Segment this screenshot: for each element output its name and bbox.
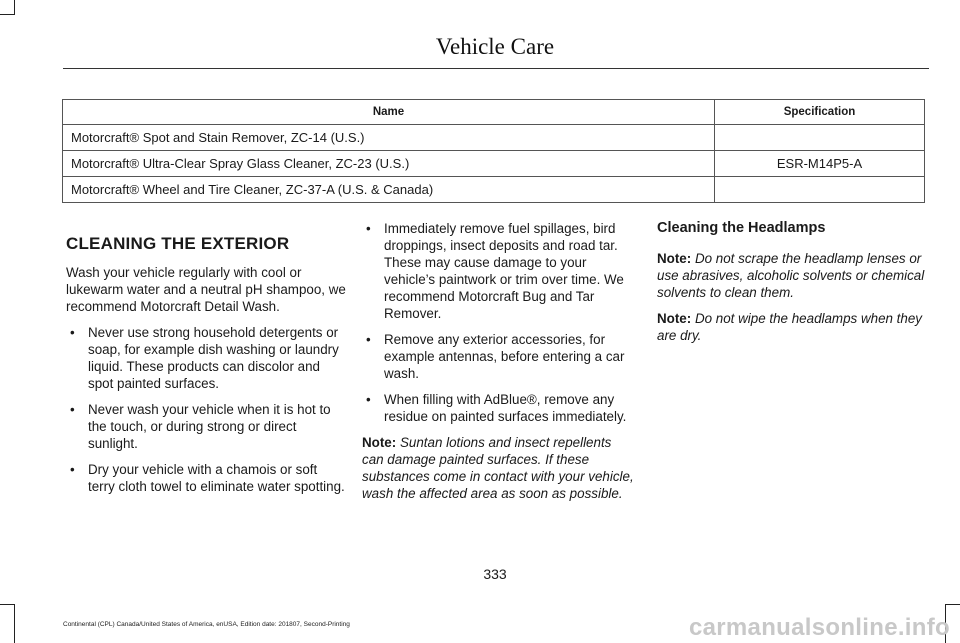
- bullet-icon: •: [366, 332, 371, 347]
- page-number: 333: [483, 566, 507, 582]
- list-item-text: Immediately remove fuel spillages, bird droppings, insect deposits and road tar. These may cause damage to your vehicle’s paintwork or trim over time. We recommend Motorcraft Bug and Tar Remover.: [384, 221, 624, 321]
- cleaning-products-table: [62, 99, 925, 203]
- note-text: Do not scrape the headlamp lenses or use abrasives, alcoholic solvents or chemical solvents to clean them.: [657, 251, 925, 300]
- crop-mark-top-left: [0, 0, 15, 15]
- header-divider: [63, 68, 929, 69]
- list-item-text: Remove any exterior accessories, for example antennas, before entering a car wash.: [384, 332, 625, 381]
- table-row: [63, 151, 925, 177]
- section-heading-cleaning-exterior: CLEANING THE EXTERIOR: [66, 234, 290, 253]
- edition-footer: Continental (CPL) Canada/United States of America, enUSA, Edition date: 201807, Second-Printing: [63, 621, 350, 628]
- note-label: Note:: [657, 311, 692, 326]
- column-header-specification: Specification: [715, 100, 925, 125]
- bullet-icon: •: [70, 402, 75, 417]
- watermark: carmanualsonline.info: [688, 614, 950, 641]
- note-label: Note:: [657, 251, 692, 266]
- crop-mark-bottom-left: [0, 604, 15, 643]
- text-column-3: [657, 220, 931, 353]
- exterior-bullet-list-2: [362, 220, 634, 425]
- list-item: [362, 391, 634, 425]
- bullet-icon: •: [366, 392, 371, 407]
- text-column-2: [362, 220, 634, 511]
- list-item: [66, 461, 346, 495]
- product-name: Motorcraft® Wheel and Tire Cleaner, ZC-37-A (U.S. & Canada): [63, 177, 715, 203]
- note-paint: [362, 434, 634, 502]
- list-item: [362, 331, 634, 382]
- product-name: Motorcraft® Spot and Stain Remover, ZC-14 (U.S.): [63, 125, 715, 151]
- list-item-text: Never use strong household detergents or soap, for example dish washing or laundry liquid. These products can discolor and spot painted surfaces.: [88, 325, 339, 391]
- product-specification: [715, 177, 925, 203]
- product-specification: ESR-M14P5-A: [715, 151, 925, 177]
- list-item: [66, 324, 346, 392]
- page-title: Vehicle Care: [435, 34, 555, 59]
- product-name: Motorcraft® Ultra-Clear Spray Glass Cleaner, ZC-23 (U.S.): [63, 151, 715, 177]
- section-heading-headlamps: Cleaning the Headlamps: [657, 220, 826, 236]
- table-row: [63, 125, 925, 151]
- bullet-icon: •: [70, 325, 75, 340]
- text-column-1: [66, 220, 346, 504]
- bullet-icon: •: [70, 462, 75, 477]
- intro-paragraph: Wash your vehicle regularly with cool or lukewarm water and a neutral pH shampoo, we recommend Motorcraft Detail Wash.: [66, 265, 346, 314]
- list-item-text: When filling with AdBlue®, remove any residue on painted surfaces immediately.: [384, 392, 627, 424]
- list-item-text: Never wash your vehicle when it is hot to the touch, or during strong or direct sunlight.: [88, 402, 331, 451]
- note-headlamp-scrape: [657, 250, 931, 301]
- note-headlamp-wipe: [657, 310, 931, 344]
- exterior-bullet-list-1: [66, 324, 346, 495]
- note-label: Note:: [362, 435, 397, 450]
- note-text: Do not wipe the headlamps when they are dry.: [657, 311, 922, 343]
- bullet-icon: •: [366, 221, 371, 236]
- table-header-row: [63, 100, 925, 125]
- list-item-text: Dry your vehicle with a chamois or soft terry cloth towel to eliminate water spotting.: [88, 462, 345, 494]
- column-header-name: Name: [63, 100, 715, 125]
- product-specification: [715, 125, 925, 151]
- note-text: Suntan lotions and insect repellents can damage painted surfaces. If these substances come in contact with your vehicle, wash the affected area as soon as possible.: [362, 435, 634, 501]
- list-item: [362, 220, 634, 322]
- table-row: [63, 177, 925, 203]
- list-item: [66, 401, 346, 452]
